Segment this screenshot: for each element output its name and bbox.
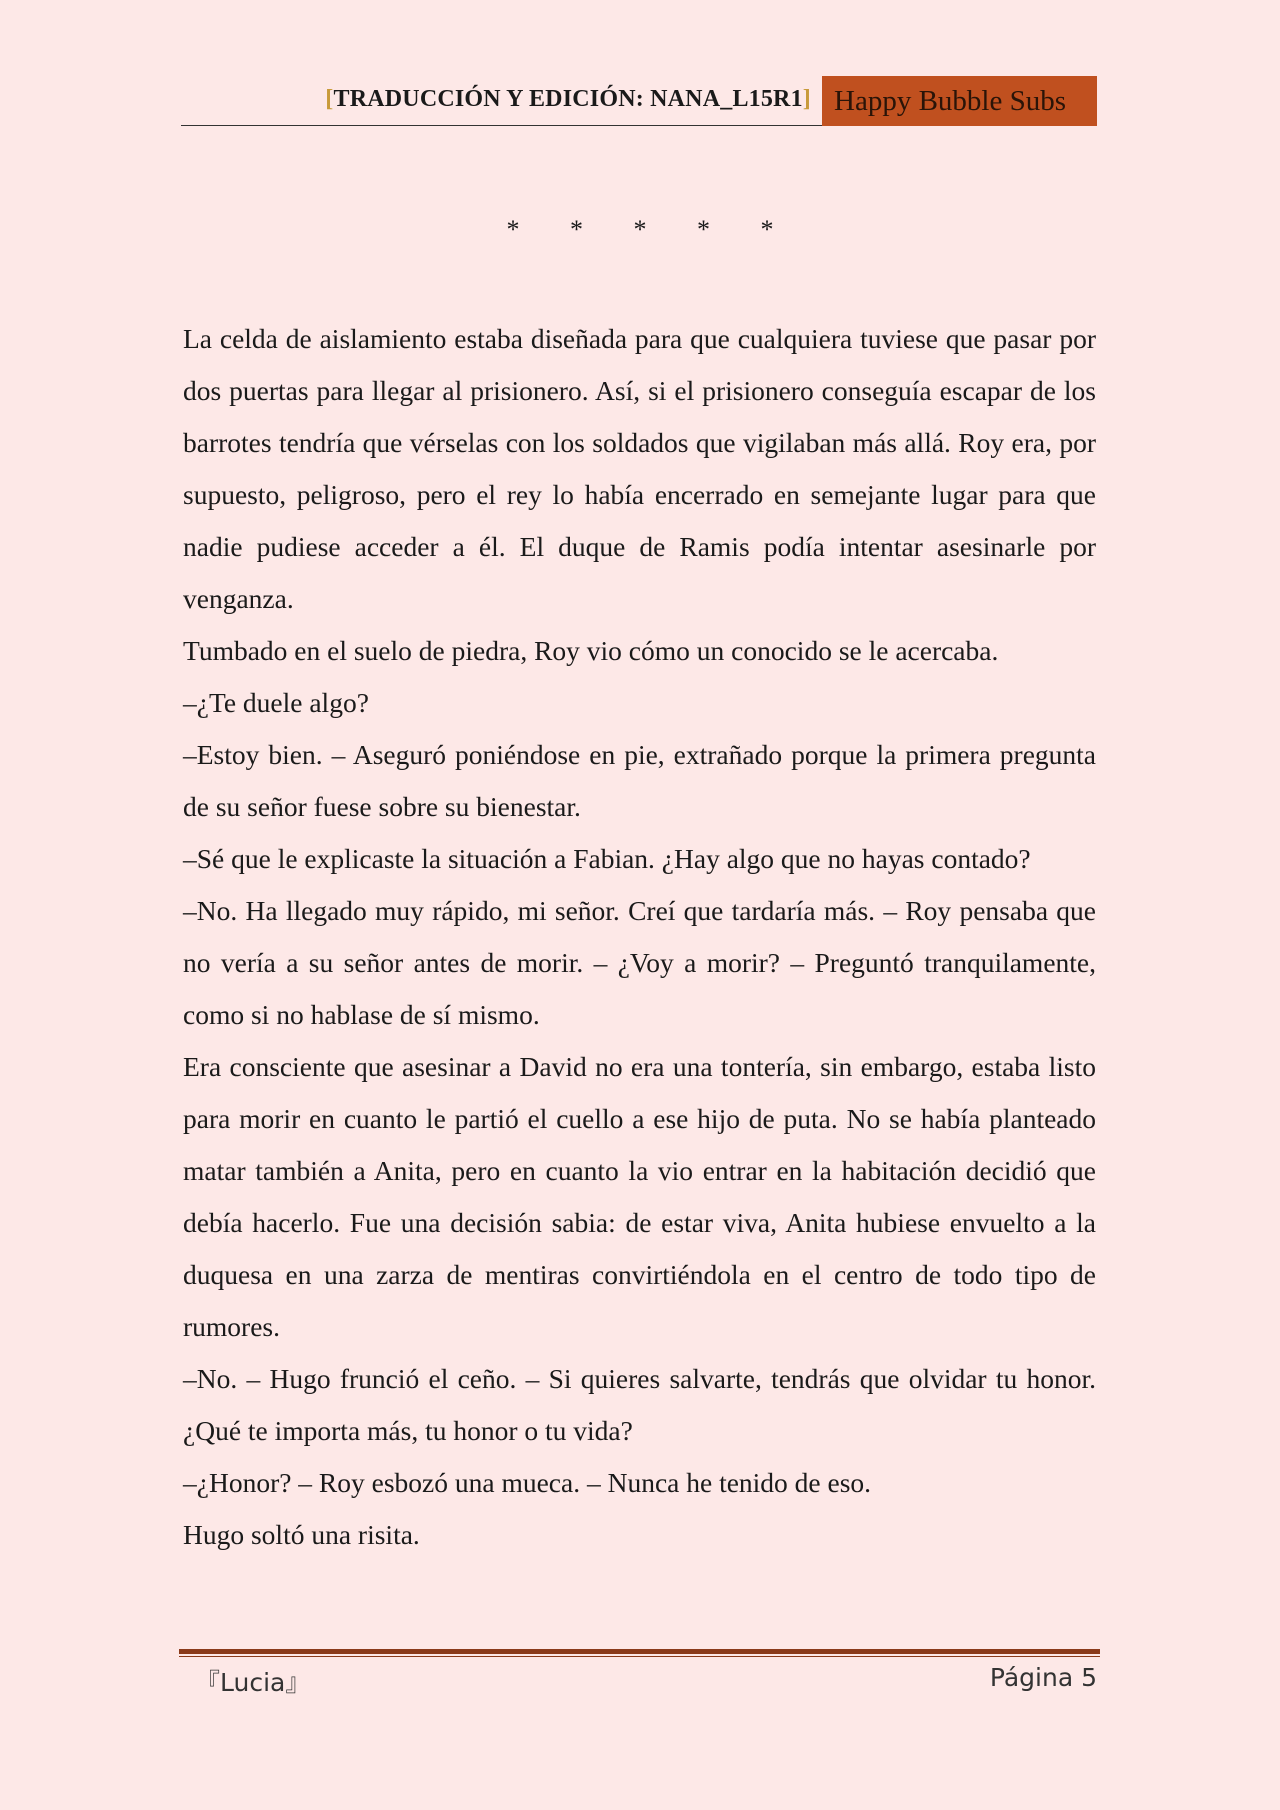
scene-separator xyxy=(0,215,1280,245)
footer-rule xyxy=(179,1649,1100,1657)
footer-page-number: Página 5 xyxy=(989,1663,1097,1692)
bracket-open: [ xyxy=(325,86,334,112)
paragraph: –Estoy bien. – Aseguró poniéndose en pie, extrañado porque la primera pregunta de su señor fuese sobre su bienestar. xyxy=(183,739,1096,822)
footer-book-title: 『Lucia』 xyxy=(195,1668,311,1697)
footer-rule-thin xyxy=(179,1656,1100,1657)
bracket-close: ] xyxy=(802,86,811,112)
footer-rule-thick xyxy=(179,1649,1100,1654)
paragraph: –No. – Hugo frunció el ceño. – Si quieres salvarte, tendrás que olvidar tu honor. ¿Qué te importa más, tu honor o tu vida? xyxy=(183,1363,1096,1446)
body-text xyxy=(183,313,1096,1561)
paragraph: –¿Honor? – Roy esbozó una mueca. – Nunca he tenido de eso. xyxy=(183,1467,872,1498)
separator-stars: * * * * * xyxy=(506,215,774,244)
paragraph: –¿Te duele algo? xyxy=(183,687,369,718)
translation-credit xyxy=(325,86,811,113)
paragraph: –No. Ha llegado muy rápido, mi señor. Creí que tardaría más. – Roy pensaba que no vería a su señor antes de morir. – ¿Voy a morir? – Preguntó tranquilamente, como si no hablase de sí mismo. xyxy=(183,895,1096,1030)
page-header xyxy=(181,76,1097,126)
credit-text: TRADUCCIÓN Y EDICIÓN: NANA_L15R1 xyxy=(333,86,803,112)
paragraph: Era consciente que asesinar a David no era una tontería, sin embargo, estaba listo para morir en cuanto le partió el cuello a ese hijo de puta. No se había planteado matar también a Anita, pero en cuanto la vio entrar en la habitación decidió que debía hacerlo. Fue una decisión sabia: de estar viva, Anita hubiese envuelto a la duquesa en una zarza de mentiras convirtiéndola en el centro de todo tipo de rumores. xyxy=(183,1051,1096,1342)
group-name-box: Happy Bubble Subs xyxy=(822,76,1097,126)
paragraph: La celda de aislamiento estaba diseñada para que cualquiera tuviese que pasar por dos puertas para llegar al prisionero. Así, si el prisionero conseguía escapar de los barrotes tendría que vérselas con los soldados que vigilaban más allá. Roy era, por supuesto, peligroso, pero el rey lo había encerrado en semejante lugar para que nadie pudiese acceder a él. El duque de Ramis podía intentar asesinarle por venganza. xyxy=(183,323,1096,614)
paragraph: Tumbado en el suelo de piedra, Roy vio cómo un conocido se le acercaba. xyxy=(183,635,999,666)
paragraph: Hugo soltó una risita. xyxy=(183,1519,420,1550)
paragraph: –Sé que le explicaste la situación a Fabian. ¿Hay algo que no hayas contado? xyxy=(183,843,1031,874)
